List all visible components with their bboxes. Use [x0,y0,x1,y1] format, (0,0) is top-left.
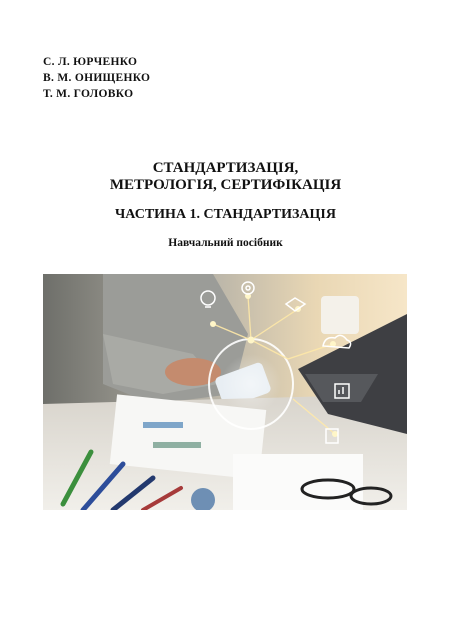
book-subtitle: Навчальний посібник [168,237,283,249]
author-1: С. Л. ЮРЧЕНКО [43,56,138,68]
authors-block [43,54,150,102]
cover-photo [43,274,407,510]
author-3: Т. М. ГОЛОВКО [43,88,134,100]
book-title [0,160,451,194]
coffee-mug [321,296,359,334]
book-title-line-1: СТАНДАРТИЗАЦІЯ, [152,160,299,176]
book-title-line-2: МЕТРОЛОГІЯ, СЕРТИФІКАЦІЯ [109,177,342,193]
hand [165,358,221,386]
book-part-title: ЧАСТИНА 1. СТАНДАРТИЗАЦІЯ [115,207,336,222]
author-2: В. М. ОНИЩЕНКО [43,72,151,84]
